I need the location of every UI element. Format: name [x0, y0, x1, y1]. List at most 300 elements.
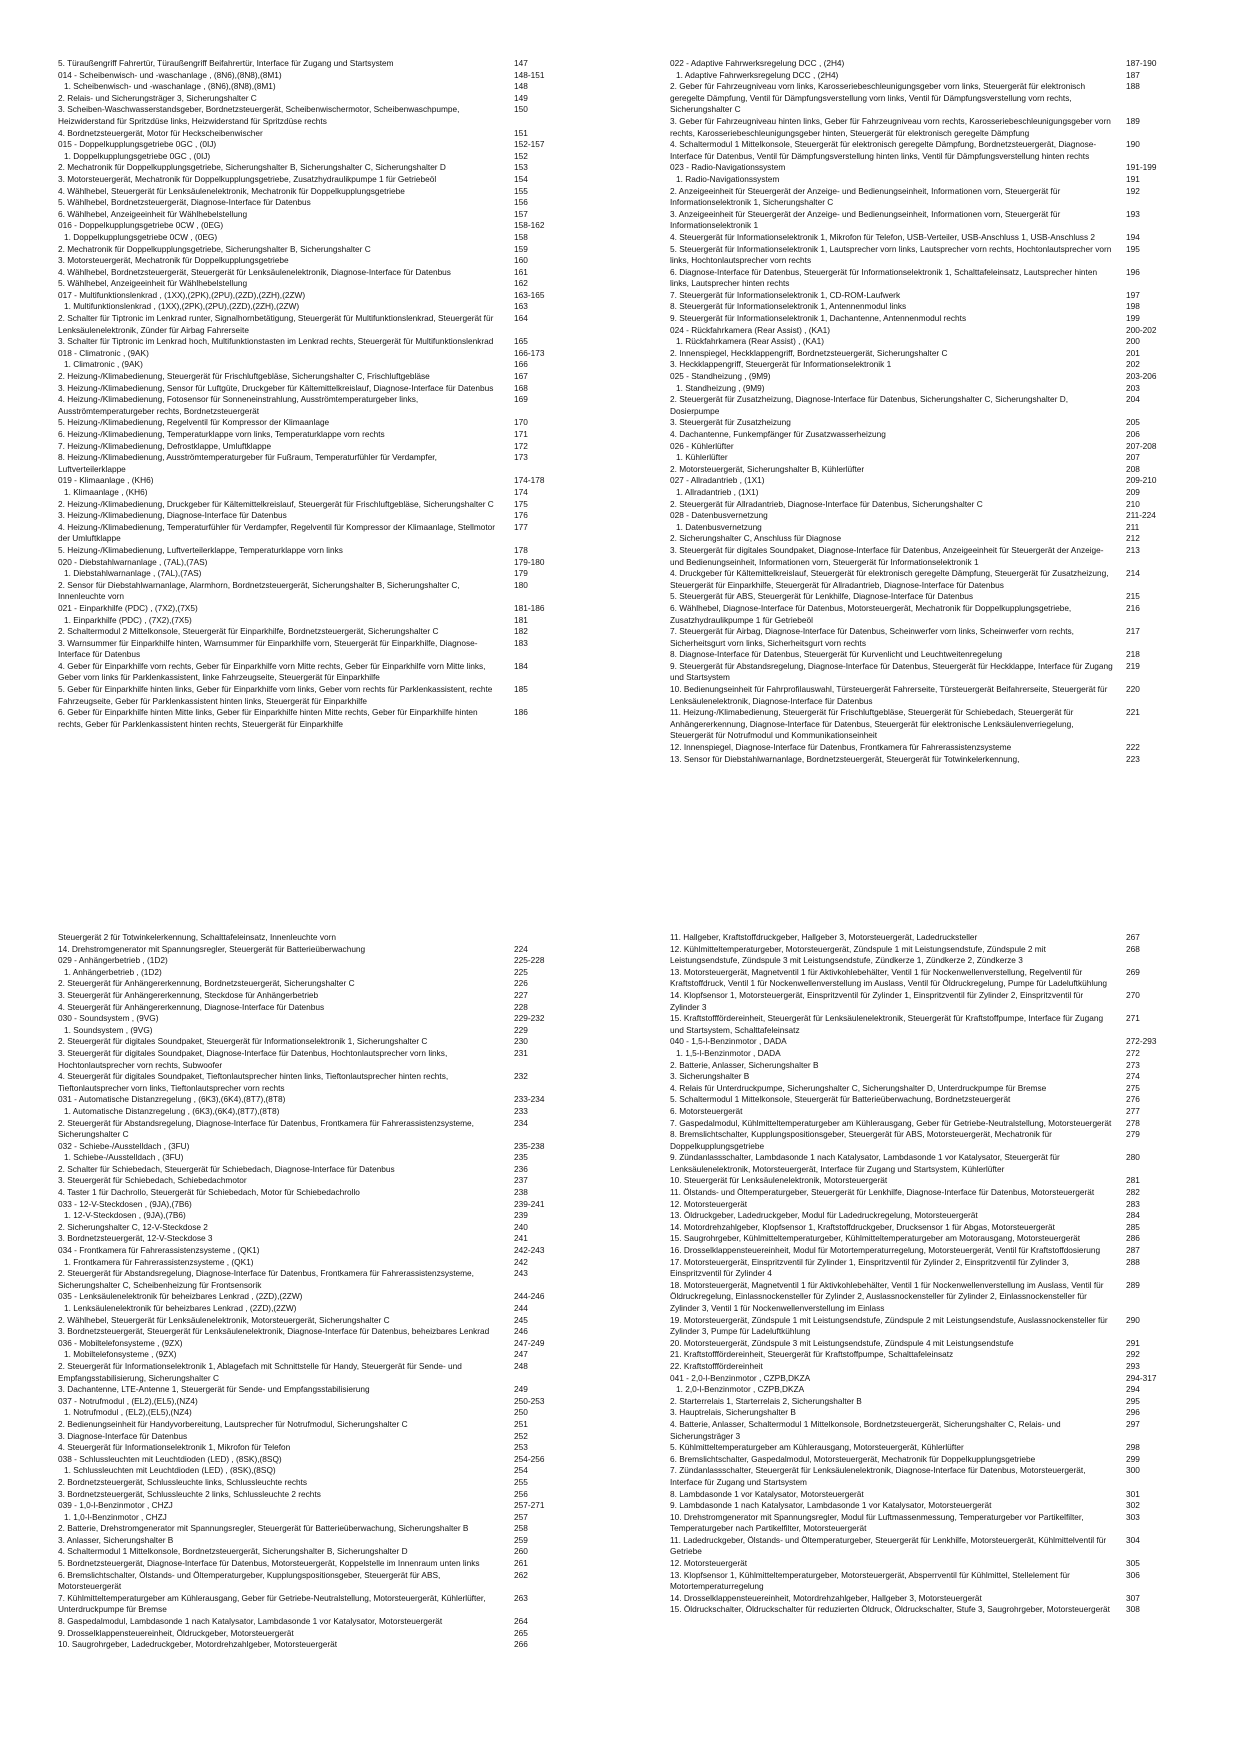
toc-entry-page: 304 — [1126, 1534, 1140, 1545]
toc-entry-title: 5. Steuergerät für ABS, Steuergerät für Lenkhilfe, Diagnose-Interface für Datenbus — [670, 591, 974, 602]
toc-entry-title: 1. 1,0-l-Benzinmotor , CHZJ — [64, 1511, 167, 1522]
toc-entry-page: 175 — [514, 498, 528, 509]
toc-entry — [670, 1593, 1200, 1605]
toc-entry — [670, 359, 1200, 371]
toc-entry — [670, 487, 1200, 499]
toc-entry — [58, 394, 588, 417]
toc-entry — [58, 452, 588, 475]
toc-entry-page: 158 — [514, 231, 528, 242]
toc-entry — [58, 197, 588, 209]
toc-entry — [670, 1187, 1200, 1199]
toc-entry-page: 220 — [1126, 684, 1140, 695]
toc-entry-title: 1. 1,5-l-Benzinmotor , DADA — [676, 1047, 781, 1058]
toc-entry — [670, 429, 1200, 441]
toc-entry-page: 308 — [1126, 1604, 1140, 1615]
toc-entry-title: 3. Steuergerät für Zusatzheizung — [670, 417, 791, 428]
toc-entry — [670, 1129, 1200, 1152]
toc-entry-title: 3. Heizung-/Klimabedienung, Sensor für Luftgüte, Druckgeber für Kältemittelkreislauf, Diagnose-Interface für Datenbus — [58, 382, 494, 393]
toc-entry — [58, 1535, 588, 1547]
toc-entry-title: 022 - Adaptive Fahrwerksregelung DCC , (2H4) — [670, 58, 845, 68]
toc-entry — [58, 1500, 588, 1512]
toc-entry-page: 281 — [1126, 1175, 1140, 1186]
toc-entry — [58, 429, 588, 441]
toc-entry-page: 236 — [514, 1163, 528, 1174]
toc-entry-page: 253 — [514, 1442, 528, 1453]
toc-entry — [58, 568, 588, 580]
toc-entry — [670, 1373, 1200, 1385]
toc-entry-page: 209 — [1126, 486, 1140, 497]
toc-entry — [58, 81, 588, 93]
toc-entry-page: 221 — [1126, 707, 1140, 718]
toc-entry-page: 287 — [1126, 1245, 1140, 1256]
toc-entry-page: 172 — [514, 440, 528, 451]
toc-entry-title: 2. Mechatronik für Doppelkupplungsgetriebe, Sicherungshalter B, Sicherungshalter C — [58, 243, 371, 254]
toc-entry — [670, 1175, 1200, 1187]
toc-entry-page: 243 — [514, 1268, 528, 1279]
toc-entry-page: 169 — [514, 394, 528, 405]
toc-entry-page: 218 — [1126, 649, 1140, 660]
toc-entry — [58, 359, 588, 371]
toc-entry-title: 5. Bordnetzsteuergerät, Diagnose-Interface für Datenbus, Motorsteuergerät, Koppelstelle im Innenraum unten links — [58, 1558, 480, 1569]
toc-entry — [58, 1245, 588, 1257]
toc-entry-page: 184 — [514, 660, 528, 671]
toc-entry-title: 6. Heizung-/Klimabedienung, Temperaturklappe vorn links, Temperaturklappe vorn rechts — [58, 429, 385, 439]
toc-entry-page: 265 — [514, 1627, 528, 1638]
toc-entry-title: 10. Drehstromgenerator mit Spannungsregler, Modul für Luftmassenmessung, Temperaturgeber vor Partikelfilter, Temperaturgeber nach Partikelfilter, Motorsteuergerät — [670, 1511, 1084, 1534]
toc-entry-page: 227 — [514, 989, 528, 1000]
toc-entry-title: 5. Wählhebel, Anzeigeeinheit für Wählhebelstellung — [58, 278, 248, 289]
toc-entry — [670, 348, 1200, 360]
toc-entry-page: 307 — [1126, 1592, 1140, 1603]
toc-entry-page: 223 — [1126, 753, 1140, 764]
toc-entry — [670, 313, 1200, 325]
toc-entry-page: 211 — [1126, 521, 1140, 532]
toc-entry-title: 13. Klopfsensor 1, Kühlmitteltemperaturgeber, Motorsteuergerät, Absperrventil für Kühlmittel, Stellelement für Motortemperaturregelung — [670, 1569, 1070, 1592]
toc-entry — [670, 1570, 1200, 1593]
toc-entry — [670, 967, 1200, 990]
toc-entry-title: 3. Heckklappengriff, Steuergerät für Informationselektronik 1 — [670, 359, 892, 370]
toc-entry-page: 193 — [1126, 208, 1140, 219]
toc-entry-title: Steuergerät 2 für Totwinkelerkennung, Schalttafeleinsatz, Innenleuchte vorn — [58, 932, 336, 942]
toc-entry-page: 294-317 — [1126, 1372, 1157, 1383]
toc-entry-page: 288 — [1126, 1256, 1140, 1267]
toc-entry-title: 3. Warnsummer für Einparkhilfe hinten, Warnsummer für Einparkhilfe vorn, Steuergerät für Einparkhilfe, Diagnose-Interface für Datenbus — [58, 637, 478, 660]
toc-entry — [670, 162, 1200, 174]
toc-entry-title: 2. Steuergerät für Allradantrieb, Diagnose-Interface für Datenbus, Sicherungshalter C — [670, 498, 983, 509]
toc-entry-title: 11. Ölstands- und Öltemperaturgeber, Steuergerät für Lenkhilfe, Diagnose-Interface für Datenbus, Motorsteuergerät — [670, 1187, 1095, 1198]
toc-entry-title: 1. Rückfahrkamera (Rear Assist) , (KA1) — [676, 336, 825, 347]
toc-entry-title: 1. Frontkamera für Fahrerassistenzsysteme , (QK1) — [64, 1256, 254, 1267]
toc-entry-title: 2. Steuergerät für digitales Soundpaket, Steuergerät für Informationselektronik 1, Sicherungshalter C — [58, 1036, 428, 1047]
toc-entry-title: 029 - Anhängerbetrieb , (1D2) — [58, 955, 168, 966]
toc-entry-title: 3. Motorsteuergerät, Mechatronik für Doppelkupplungsgetriebe, Zusatzhydraulikpumpe 1 für Getriebeöl — [58, 173, 437, 184]
toc-entry-title: 3. Geber für Fahrzeugniveau hinten links, Geber für Fahrzeugniveau vorn rechts, Karosseriebeschleunigungsgeber vorn rechts, Karosseriebeschleunigungsgeber hinten, Steuergerät für elektronisch geregelte Dämpfung — [670, 115, 1111, 138]
toc-entry-page: 239-241 — [514, 1198, 545, 1209]
toc-entry-page: 205 — [1126, 417, 1140, 428]
toc-entry-title: 2. Heizung-/Klimabedienung, Steuergerät für Frischluftgebläse, Sicherungshalter C, Frischluftgebläse — [58, 371, 430, 382]
toc-entry-page: 240 — [514, 1221, 528, 1232]
toc-entry-page: 189 — [1126, 115, 1140, 126]
toc-entry-page: 181-186 — [514, 602, 545, 613]
toc-entry-page: 300 — [1126, 1465, 1140, 1476]
toc-entry-page: 241 — [514, 1233, 528, 1244]
toc-entry — [670, 267, 1200, 290]
toc-entry-page: 266 — [514, 1639, 528, 1650]
toc-entry — [58, 1175, 588, 1187]
toc-entry-page: 151 — [514, 127, 528, 138]
toc-entry — [58, 1152, 588, 1164]
toc-entry-page: 208 — [1126, 463, 1140, 474]
toc-entry-title: 14. Motordrehzahlgeber, Klopfsensor 1, Kraftstoffdruckgeber, Drucksensor 1 für Abgas, Motorsteuergerät — [670, 1221, 1055, 1232]
toc-entry — [670, 1535, 1200, 1558]
toc-entry — [58, 128, 588, 140]
toc-entry-title: 031 - Automatische Distanzregelung , (6K3),(6K4),(8T7),(8T8) — [58, 1094, 286, 1105]
toc-entry — [58, 1523, 588, 1535]
toc-entry-page: 242-243 — [514, 1245, 545, 1256]
toc-entry-page: 207 — [1126, 452, 1140, 463]
toc-entry — [670, 290, 1200, 302]
toc-entry-page: 161 — [514, 266, 528, 277]
toc-entry-title: 21. Kraftstofffördereinheit, Steuergerät für Kraftstoffpumpe, Schalttafeleinsatz — [670, 1349, 954, 1360]
toc-entry-title: 1. Mobiltelefonsysteme , (9ZX) — [64, 1349, 177, 1360]
toc-entry — [58, 1094, 588, 1106]
toc-entry-title: 5. Steuergerät für Informationselektronik 1, Lautsprecher vorn links, Lautsprecher vorn rechts, Hochtonlautsprecher vorn links, Hochtonlautsprecher vorn rechts — [670, 243, 1112, 266]
toc-entry-page: 270 — [1126, 989, 1140, 1000]
toc-entry — [58, 1407, 588, 1419]
toc-entry-title: 1. Schlussleuchten mit Leuchtdioden (LED) , (8SK),(8SQ) — [64, 1465, 276, 1476]
toc-entry-page: 162 — [514, 278, 528, 289]
toc-entry — [58, 967, 588, 979]
toc-entry — [670, 1036, 1200, 1048]
toc-entry — [670, 116, 1200, 139]
toc-entry-title: 4. Steuergerät für digitales Soundpaket, Tieftonlautsprecher hinten links, Tieftonlautsprecher hinten rechts, Tieftonlautsprecher vorn links, Tieftonlautsprecher vorn rechts — [58, 1071, 449, 1093]
toc-entry-page: 225-228 — [514, 955, 545, 966]
toc-entry-title: 12. Kühlmitteltemperaturgeber, Motorsteuergerät, Zündspule 1 mit Leistungsendstufe, Zündspule 2 mit Leistungsendstufe, Zündspule 3 mit Leistungsendstufe, Zündkerze 1, Zündkerze 2, Zündkerze 3 — [670, 943, 1046, 966]
toc-entry-title: 7. Heizung-/Klimabedienung, Defrostklappe, Umluftklappe — [58, 440, 272, 451]
toc-entry-title: 12. Motorsteuergerät — [670, 1558, 748, 1569]
toc-entry-page: 154 — [514, 173, 528, 184]
toc-entry-page: 188 — [1126, 81, 1140, 92]
toc-entry — [670, 1442, 1200, 1454]
toc-entry-page: 306 — [1126, 1569, 1140, 1580]
toc-entry-title: 1. Multifunktionslenkrad , (1XX),(2PK),(2PU),(2ZD),(2ZH),(2ZW) — [64, 301, 300, 312]
toc-entry — [58, 70, 588, 82]
toc-entry-title: 14. Drosselklappensteuereinheit, Motordrehzahlgeber, Hallgeber 3, Motorsteuergerät — [670, 1592, 982, 1603]
toc-entry-page: 167 — [514, 371, 528, 382]
toc-entry-page: 252 — [514, 1430, 528, 1441]
toc-entry-title: 1. Adaptive Fahrwerksregelung DCC , (2H4) — [676, 69, 839, 80]
toc-entry-title: 1. 2,0-l-Benzinmotor , CZPB,DKZA — [676, 1384, 805, 1395]
toc-entry-title: 6. Geber für Einparkhilfe hinten Mitte links, Geber für Einparkhilfe hinten Mitte rechts, Geber für Einparkhilfe hinten rechts, Geber für Parklenkassistent hinten rechts, Steuergerät für Einparkhilfe — [58, 707, 478, 729]
toc-entry — [58, 1233, 588, 1245]
toc-entry — [670, 1407, 1200, 1419]
toc-entry-title: 035 - Lenksäulenelektronik für beheizbares Lenkrad , (2ZD),(2ZW) — [58, 1291, 303, 1302]
toc-entry-title: 5. Geber für Einparkhilfe hinten links, Geber für Einparkhilfe vorn links, Geber vorn rechts für Parklenkassistent, rechte Fahrzeugseite, Geber für Parklenkassistent hinten links, Steuergerät für Einparkhilfe — [58, 684, 493, 706]
toc-entry — [58, 244, 588, 256]
toc-entry-title: 1. Klimaanlage , (KH6) — [64, 486, 148, 497]
toc-entry — [670, 661, 1200, 684]
toc-entry-page: 254-256 — [514, 1453, 545, 1464]
toc-entry — [58, 1268, 588, 1291]
toc-entry-title: 4. Wählhebel, Steuergerät für Lenksäulenelektronik, Mechatronik für Doppelkupplungsgetriebe — [58, 185, 405, 196]
toc-entry — [670, 232, 1200, 244]
toc-entry-page: 286 — [1126, 1233, 1140, 1244]
toc-entry-page: 297 — [1126, 1418, 1140, 1429]
toc-entry-page: 255 — [514, 1476, 528, 1487]
toc-entry-title: 2. Anzeigeeinheit für Steuergerät der Anzeige- und Bedienungseinheit, Informationen vorn, Steuergerät für Informationselektronik 1, Sicherungshalter C — [670, 185, 1061, 208]
toc-entry-page: 213 — [1126, 544, 1140, 555]
toc-entry — [58, 1558, 588, 1570]
toc-entry-page: 190 — [1126, 139, 1140, 150]
toc-entry-page: 299 — [1126, 1453, 1140, 1464]
toc-entry — [670, 1558, 1200, 1570]
toc-entry-title: 2. Schalter für Tiptronic im Lenkrad runter, Signalhornbetätigung, Steuergerät für Multifunktionslenkrad, Steuergerät für Lenksäulenelektronik, Zünder für Airbag Fahrerseite — [58, 313, 494, 335]
toc-entry-page: 248 — [514, 1360, 528, 1371]
toc-entry-title: 5. Heizung-/Klimabedienung, Regelventil für Kompressor der Klimaanlage — [58, 417, 330, 428]
toc-entry — [58, 1210, 588, 1222]
toc-entry-title: 3. Bordnetzsteuergerät, Schlussleuchte 2 links, Schlussleuchte 2 rechts — [58, 1488, 321, 1499]
toc-entry-page: 273 — [1126, 1059, 1140, 1070]
toc-entry-title: 15. Öldruckschalter, Öldruckschalter für reduzierten Öldruck, Öldruckschalter, Stufe 3, Saugrohrgeber, Motorsteuergerät — [670, 1604, 1110, 1615]
toc-entry-page: 292 — [1126, 1349, 1140, 1360]
toc-entry — [58, 313, 588, 336]
toc-entry-page: 234 — [514, 1117, 528, 1128]
toc-entry-title: 023 - Radio-Navigationssystem — [670, 162, 786, 173]
toc-entry — [670, 1152, 1200, 1175]
toc-entry-page: 298 — [1126, 1442, 1140, 1453]
toc-entry-page: 219 — [1126, 660, 1140, 671]
toc-entry-page: 187-190 — [1126, 58, 1157, 68]
toc-entry — [58, 1384, 588, 1396]
toc-entry-page: 256 — [514, 1488, 528, 1499]
toc-entry-title: 11. Hallgeber, Kraftstoffdruckgeber, Hallgeber 3, Motorsteuergerät, Ladedrucksteller — [670, 932, 978, 942]
toc-entry — [670, 1280, 1200, 1315]
toc-entry-page: 215 — [1126, 591, 1140, 602]
toc-entry-page: 276 — [1126, 1094, 1140, 1105]
toc-entry — [670, 58, 1200, 70]
toc-entry — [670, 186, 1200, 209]
toc-entry-title: 15. Saugrohrgeber, Kühlmitteltemperaturgeber, Kühlmitteltemperaturgeber am Motorausgang, Motorsteuergerät — [670, 1233, 1080, 1244]
toc-entry — [670, 1465, 1200, 1488]
toc-entry-title: 13. Motorsteuergerät, Magnetventil 1 für Aktivkohlebehälter, Ventil 1 für Nockenwellenverstellung, Regelventil für Kraftstoffdruck, Ventil 1 für Nockenwellenverstellung im Auslass, Ventil für Öldruckregelung, Pumpe für Ladeluftkühlung — [670, 966, 1108, 989]
toc-entry-title: 14. Klopfsensor 1, Motorsteuergerät, Einspritzventil für Zylinder 1, Einspritzventil für Zylinder 2, Einspritzventil für Zylinder 3 — [670, 989, 1084, 1012]
toc-entry-page: 224 — [514, 943, 528, 954]
toc-entry-page: 294 — [1126, 1384, 1140, 1395]
toc-entry — [58, 955, 588, 967]
toc-entry-title: 3. Bordnetzsteuergerät, 12-V-Steckdose 3 — [58, 1233, 213, 1244]
toc-entry-page: 247 — [514, 1349, 528, 1360]
toc-entry-page: 305 — [1126, 1558, 1140, 1569]
toc-entry — [58, 290, 588, 302]
toc-entry-page: 217 — [1126, 626, 1140, 637]
toc-entry — [58, 93, 588, 105]
toc-entry-title: 038 - Schlussleuchten mit Leuchtdioden (LED) , (8SK),(8SQ) — [58, 1453, 282, 1464]
toc-entry-page: 244-246 — [514, 1291, 545, 1302]
toc-entry-page: 210 — [1126, 498, 1140, 509]
toc-entry-title: 026 - Kühlerlüfter — [670, 440, 734, 451]
toc-entry — [670, 990, 1200, 1013]
toc-entry — [58, 545, 588, 557]
toc-entry — [58, 944, 588, 956]
toc-entry-title: 6. Bremslichtschalter, Ölstands- und Öltemperaturgeber, Kupplungspositionsgeber, Steuergerät für ABS, Motorsteuergerät — [58, 1569, 441, 1592]
toc-entry — [58, 684, 588, 707]
toc-entry-page: 147 — [514, 58, 528, 68]
toc-entry — [58, 1546, 588, 1558]
toc-entry-title: 5. Wählhebel, Bordnetzsteuergerät, Diagnose-Interface für Datenbus — [58, 197, 311, 208]
toc-entry — [670, 1013, 1200, 1036]
toc-entry — [670, 452, 1200, 464]
toc-entry-title: 4. Steuergerät für Informationselektronik 1, Mikrofon für Telefon, USB-Verteiler, USB-Anschluss 1, USB-Anschluss 2 — [670, 231, 1096, 242]
toc-entry — [58, 1442, 588, 1454]
toc-entry-title: 018 - Climatronic , (9AK) — [58, 347, 149, 358]
toc-entry — [58, 104, 588, 127]
toc-entry-title: 2. Bordnetzsteuergerät, Schlussleuchte links, Schlussleuchte rechts — [58, 1476, 308, 1487]
toc-entry-title: 2. Mechatronik für Doppelkupplungsgetriebe, Sicherungshalter B, Sicherungshalter C, Sicherungshalter D — [58, 162, 446, 173]
toc-entry-page: 192 — [1126, 185, 1140, 196]
toc-entry-page: 168 — [514, 382, 528, 393]
toc-entry-page: 191 — [1126, 173, 1140, 184]
toc-entry — [670, 522, 1200, 534]
toc-entry-title: 3. Bordnetzsteuergerät, Steuergerät für Lenksäulenelektronik, Diagnose-Interface für Datenbus, beheizbares Lenkrad — [58, 1326, 490, 1337]
toc-entry-title: 2. Innenspiegel, Heckklappengriff, Bordnetzsteuergerät, Sicherungshalter C — [670, 347, 948, 358]
toc-entry-title: 4. Dachantenne, Funkempfänger für Zusatzwasserheizung — [670, 429, 886, 439]
toc-entry-page: 235-238 — [514, 1140, 545, 1151]
toc-entry-page: 178 — [514, 544, 528, 555]
toc-entry — [58, 1512, 588, 1524]
toc-entry-title: 10. Steuergerät für Lenksäulenelektronik, Motorsteuergerät — [670, 1175, 888, 1186]
toc-entry — [670, 742, 1200, 754]
toc-entry-page: 216 — [1126, 602, 1140, 613]
toc-entry — [58, 1454, 588, 1466]
toc-entry-title: 019 - Klimaanlage , (KH6) — [58, 475, 154, 486]
toc-entry — [670, 1222, 1200, 1234]
toc-entry-title: 1. Soundsystem , (9VG) — [64, 1024, 153, 1035]
toc-entry — [670, 1257, 1200, 1280]
toc-entry-page: 202 — [1126, 359, 1140, 370]
toc-entry-title: 8. Gaspedalmodul, Lambdasonde 1 nach Katalysator, Lambdasonde 1 vor Katalysator, Motorsteuergerät — [58, 1616, 443, 1627]
toc-entry — [670, 649, 1200, 661]
toc-entry — [58, 603, 588, 615]
toc-entry-title: 5. Schaltermodul 1 Mittelkonsole, Steuergerät für Batterieüberwachung, Bordnetzsteuergerät — [670, 1094, 1011, 1105]
toc-entry — [670, 510, 1200, 522]
toc-entry — [58, 139, 588, 151]
toc-entry — [58, 1036, 588, 1048]
toc-entry-title: 2. Wählhebel, Steuergerät für Lenksäulenelektronik, Motorsteuergerät, Sicherungshalter C — [58, 1314, 390, 1325]
toc-entry-page: 295 — [1126, 1395, 1140, 1406]
toc-entry — [58, 522, 588, 545]
toc-entry-title: 4. Steuergerät für Anhängererkennung, Diagnose-Interface für Datenbus — [58, 1001, 325, 1012]
toc-entry-title: 041 - 2,0-l-Benzinmotor , CZPB,DKZA — [670, 1372, 811, 1383]
toc-entry — [58, 1222, 588, 1234]
toc-entry — [58, 278, 588, 290]
toc-entry-page: 245 — [514, 1314, 528, 1325]
toc-entry — [58, 174, 588, 186]
toc-entry-page: 226 — [514, 978, 528, 989]
toc-entry-title: 4. Relais für Unterdruckpumpe, Sicherungshalter C, Sicherungshalter D, Unterdruckpumpe für Bremse — [670, 1082, 1047, 1093]
toc-entry — [58, 1396, 588, 1408]
toc-entry-title: 1. Scheibenwisch- und -waschanlage , (8N6),(8N8),(8M1) — [64, 81, 276, 92]
toc-entry — [58, 1361, 588, 1384]
toc-entry-page: 302 — [1126, 1500, 1140, 1511]
toc-entry-page: 209-210 — [1126, 475, 1157, 486]
toc-entry-title: 025 - Standheizung , (9M9) — [670, 371, 771, 382]
toc-entry — [670, 394, 1200, 417]
toc-entry-page: 170 — [514, 417, 528, 428]
toc-entry-title: 4. Geber für Einparkhilfe vorn rechts, Geber für Einparkhilfe vorn Mitte rechts, Geber für Einparkhilfe vorn Mitte links, Geber vorn links für Parklenkassistent, linke Fahrzeugseite, Steuergerät für Einparkhilfe — [58, 660, 486, 683]
toc-entry-page: 280 — [1126, 1152, 1140, 1163]
toc-entry-title: 7. Steuergerät für Informationselektronik 1, CD-ROM-Laufwerk — [670, 289, 901, 300]
toc-entry — [670, 533, 1200, 545]
toc-entry — [58, 1141, 588, 1153]
toc-entry-page: 242 — [514, 1256, 528, 1267]
toc-entry-page: 233 — [514, 1105, 528, 1116]
toc-entry-page: 260 — [514, 1546, 528, 1557]
toc-entry — [58, 441, 588, 453]
toc-entry-page: 171 — [514, 429, 528, 439]
toc-entry-title: 1. Einparkhilfe (PDC) , (7X2),(7X5) — [64, 614, 192, 625]
toc-entry — [670, 1315, 1200, 1338]
toc-entry-title: 8. Lambdasonde 1 vor Katalysator, Motorsteuergerät — [670, 1488, 864, 1499]
toc-entry — [58, 1338, 588, 1350]
toc-entry-title: 024 - Rückfahrkamera (Rear Assist) , (KA1) — [670, 324, 830, 335]
toc-entry-page: 285 — [1126, 1221, 1140, 1232]
toc-entry-page: 166 — [514, 359, 528, 370]
toc-entry-title: 6. Motorsteuergerät — [670, 1105, 743, 1116]
toc-entry-page: 186 — [514, 707, 528, 718]
toc-entry — [670, 1338, 1200, 1350]
toc-entry-page: 246 — [514, 1326, 528, 1337]
toc-entry — [670, 545, 1200, 568]
toc-column-3 — [58, 932, 588, 1651]
toc-entry-page: 160 — [514, 255, 528, 266]
toc-entry-page: 303 — [1126, 1511, 1140, 1522]
toc-entry-title: 3. Steuergerät für digitales Soundpaket, Diagnose-Interface für Datenbus, Hochtonlautsprecher vorn links, Hochtonlautsprecher vorn rechts, Subwoofer — [58, 1047, 448, 1070]
toc-entry-title: 2. Steuergerät für Anhängererkennung, Bordnetzsteuergerät, Sicherungshalter C — [58, 978, 355, 989]
toc-entry-title: 11. Ladedruckgeber, Ölstands- und Öltemperaturgeber, Steuergerät für Lenkhilfe, Motorsteuergerät, Kühlmittelventil für Getriebe — [670, 1534, 1107, 1557]
toc-entry-title: 040 - 1,5-l-Benzinmotor , DADA — [670, 1036, 787, 1047]
toc-entry — [58, 1593, 588, 1616]
toc-entry-page: 148 — [514, 81, 528, 92]
toc-entry-title: 6. Wählhebel, Anzeigeeinheit für Wählhebelstellung — [58, 208, 248, 219]
toc-entry — [670, 1419, 1200, 1442]
toc-entry-title: 18. Motorsteuergerät, Magnetventil 1 für Aktivkohlebehälter, Ventil 1 für Nockenwellenverstellung im Auslass, Ventil für Öldruckregelung, Einlassnockensteller für Zylinder 2, Auslassnockensteller für Zylinder 2, Einlassnockensteller für Zylinder 3, Ventil 1 für Nockenwellenverstellung im Einlass — [670, 1279, 1104, 1313]
toc-entry — [670, 1048, 1200, 1060]
toc-entry — [670, 1489, 1200, 1501]
toc-entry — [58, 1349, 588, 1361]
toc-entry-title: 14. Drehstromgenerator mit Spannungsregler, Steuergerät für Batterieüberwachung — [58, 943, 366, 954]
toc-entry-title: 027 - Allradantrieb , (1X1) — [670, 475, 765, 486]
toc-entry-page: 203-206 — [1126, 371, 1157, 382]
toc-entry — [58, 707, 588, 730]
toc-entry — [58, 499, 588, 511]
toc-entry-page: 296 — [1126, 1407, 1140, 1418]
toc-entry — [670, 1210, 1200, 1222]
toc-entry-title: 4. Bordnetzsteuergerät, Motor für Heckscheibenwischer — [58, 127, 263, 138]
toc-entry — [58, 1164, 588, 1176]
toc-entry-title: 2. Motorsteuergerät, Sicherungshalter B, Kühlerlüfter — [670, 463, 865, 474]
toc-entry — [670, 754, 1200, 766]
toc-entry-page: 214 — [1126, 568, 1140, 579]
toc-entry-page: 174-178 — [514, 475, 545, 486]
toc-entry-title: 020 - Diebstahlwarnanlage , (7AL),(7AS) — [58, 556, 208, 567]
toc-entry-title: 7. Gaspedalmodul, Kühlmitteltemperaturgeber am Kühlerausgang, Geber für Getriebe-Neutralstellung, Motorsteuergerät — [670, 1117, 1112, 1128]
toc-entry-page: 258 — [514, 1523, 528, 1534]
toc-entry — [58, 1570, 588, 1593]
toc-entry — [58, 232, 588, 244]
toc-entry-title: 1. Schiebe-/Ausstelldach , (3FU) — [64, 1152, 184, 1163]
toc-entry-page: 148-151 — [514, 69, 545, 80]
toc-entry — [670, 1384, 1200, 1396]
